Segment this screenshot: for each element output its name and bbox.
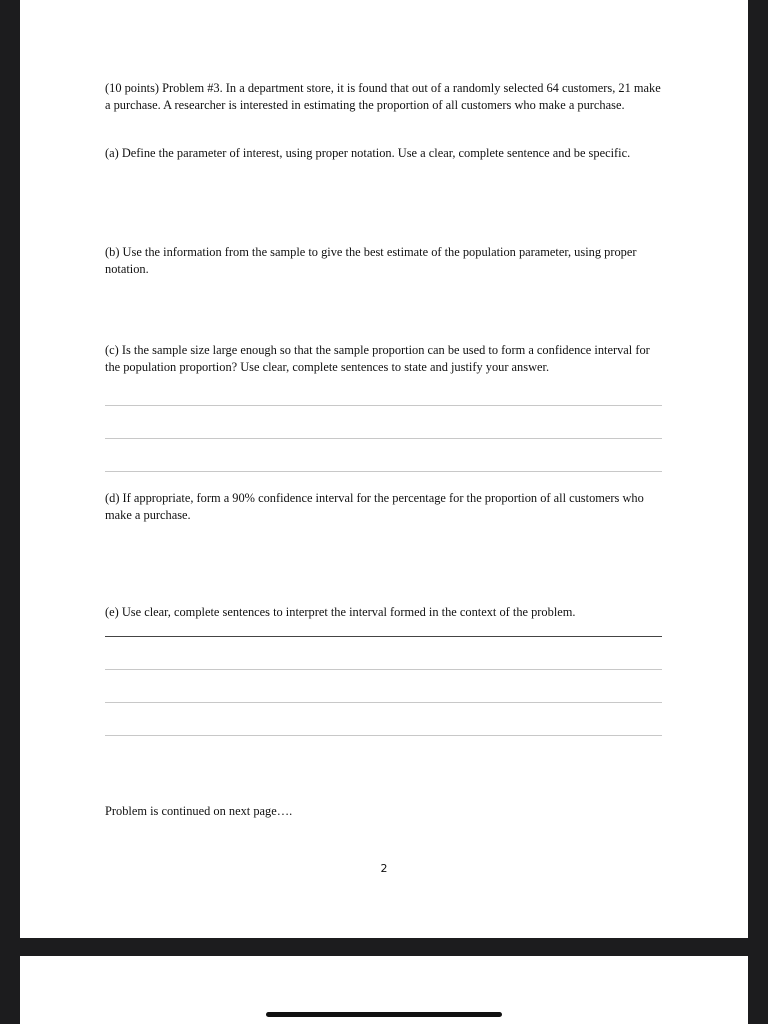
answer-line	[105, 471, 662, 472]
answer-line	[105, 405, 662, 406]
part-a-question: (a) Define the parameter of interest, using proper notation. Use a clear, complete sentence and be specific.	[105, 146, 631, 160]
part-c-question: (c) Is the sample size large enough so that the sample proportion can be used to form a confidence interval for the population proportion? Use clear, complete sentences to state and justify your answer.	[105, 343, 650, 374]
answer-line	[105, 735, 662, 736]
continued-note: Problem is continued on next page….	[105, 804, 293, 818]
home-indicator[interactable]	[266, 1012, 502, 1017]
part-d-question: (d) If appropriate, form a 90% confidence interval for the percentage for the proportion of all customers who make a purchase.	[105, 491, 644, 522]
part-b-question: (b) Use the information from the sample to give the best estimate of the population parameter, using proper notation.	[105, 245, 637, 276]
answer-line	[105, 636, 662, 637]
answer-line	[105, 669, 662, 670]
part-e-question: (e) Use clear, complete sentences to interpret the interval formed in the context of the problem.	[105, 605, 576, 619]
page-number: 2	[380, 862, 388, 875]
problem-intro: (10 points) Problem #3. In a department store, it is found that out of a randomly selected 64 customers, 21 make a purchase. A researcher is interested in estimating the proportion of all customers who make a purchase.	[105, 81, 661, 112]
answer-line	[105, 702, 662, 703]
answer-line	[105, 438, 662, 439]
document-page	[20, 0, 748, 938]
